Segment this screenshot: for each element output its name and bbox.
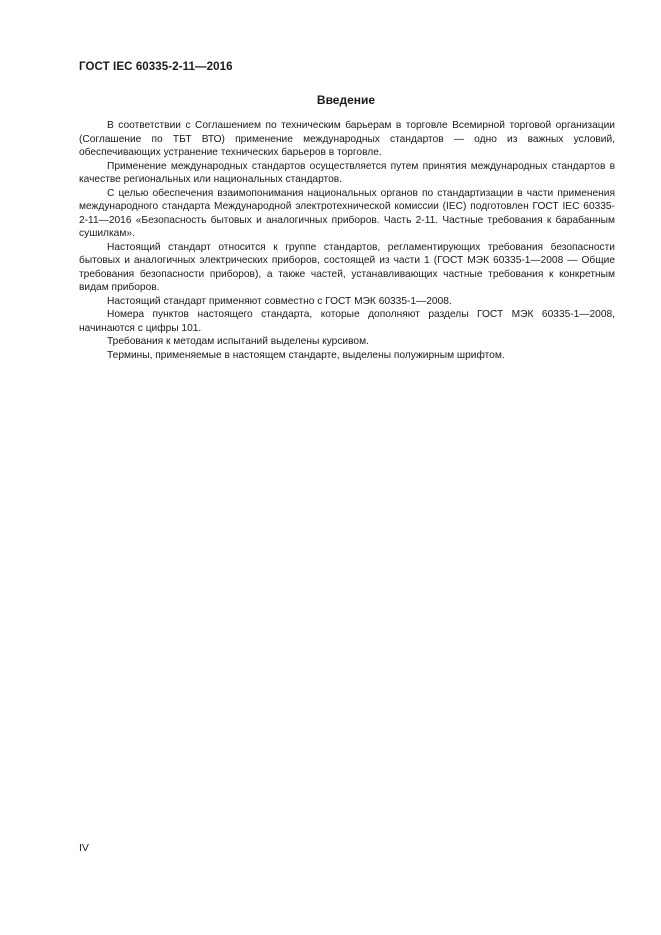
paragraph-clause-numbering: Номера пунктов настоящего стандарта, которые дополняют разделы ГОСТ МЭК 60335-1—2008, начинаются с цифры 101. [79, 309, 615, 334]
page-number: IV [79, 842, 89, 854]
introduction-body [79, 119, 615, 362]
section-title: Введение [316, 93, 376, 107]
paragraph-test-methods-italic: Требования к методам испытаний выделены курсивом. [107, 336, 369, 347]
paragraph-adoption: Применение международных стандартов осуществляется путем принятия международных стандартов в качестве региональных или национальных стандартов. [79, 160, 615, 185]
paragraph-wto-agreement: В соответствии с Соглашением по техническим барьерам в торговле Всемирной торговой организации (Соглашение по ТБТ ВТО) применение международных стандартов — одно из важных условий, обеспечивающих устранение технических барьеров в торговле. [79, 120, 615, 158]
paragraph-purpose: С целью обеспечения взаимопонимания национальных органов по стандартизации в части применения международного стандарта Международной электротехнической комиссии (IEC) подготовлен ГОСТ IEC 60335-2-11—2016 «Безопасность бытовых и аналогичных приборов. Часть 2-11. Частные требования к барабанным сушилкам». [79, 187, 615, 239]
paragraph-scope-group: Настоящий стандарт относится к группе стандартов, регламентирующих требования безопасности бытовых и аналогичных электрических приборов, состоящей из части 1 (ГОСТ МЭК 60335-1—2008 — Общие требования безопасности приборов), а также частей, устанавливающих частные требования к конкретным видам приборов. [79, 241, 615, 293]
paragraph-terms-bold: Термины, применяемые в настоящем стандарте, выделены полужирным шрифтом. [107, 349, 505, 361]
paragraph-used-with: Настоящий стандарт применяют совместно с ГОСТ МЭК 60335-1—2008. [107, 295, 452, 307]
document-header-standard-code: ГОСТ IEC 60335-2-11—2016 [79, 61, 233, 73]
